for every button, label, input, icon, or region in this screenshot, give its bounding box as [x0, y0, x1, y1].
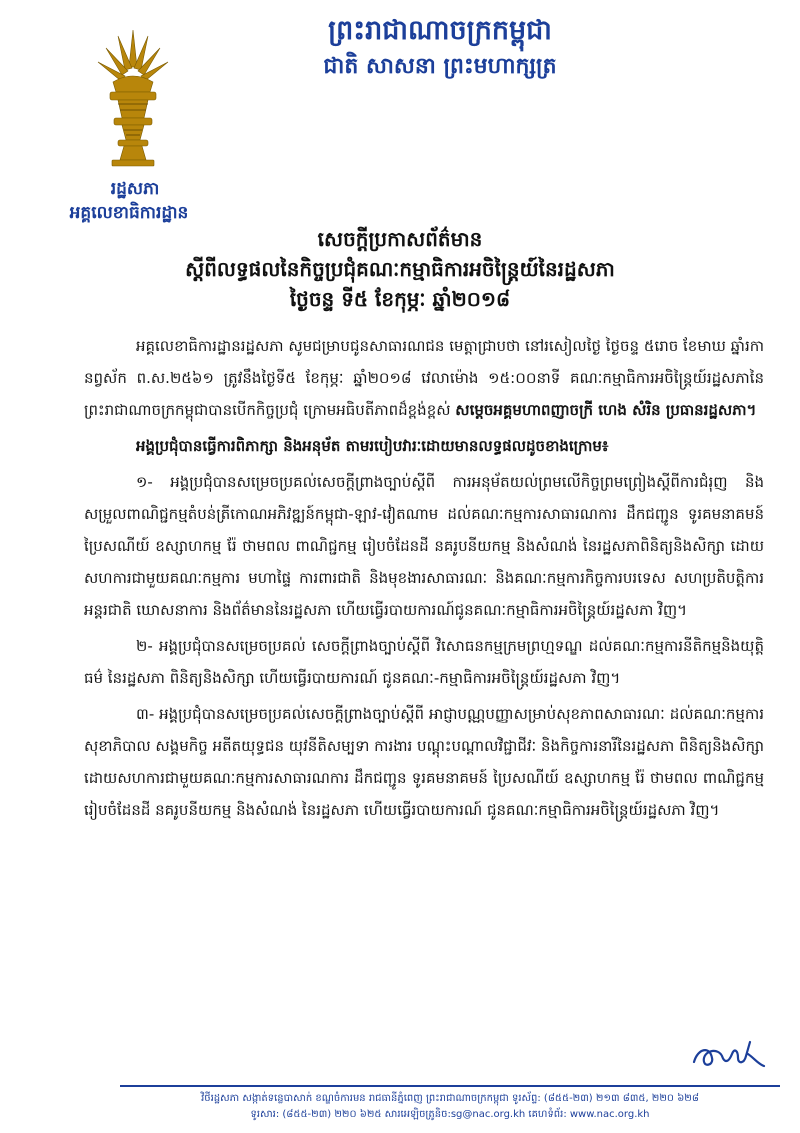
footer-contact: ទូរសារ: (៨៥៥-២៣) ២២០ ៦២៥ សារអេឡិចត្រូនិច:sg@nac.org.kh គេហទំព័រ: www.nac.org.kh	[250, 1109, 650, 1120]
document-body	[84, 330, 764, 830]
agenda-item-1: ១- អង្គប្រជុំបានសម្រេចប្រគល់សេចក្តីព្រាងច្បាប់ស្តីពី ការអនុម័តយល់ព្រមលើកិច្ចព្រមព្រៀងស្តីពីការជំរុញ និងសម្រួលពាណិជ្ជកម្មតំបន់ត្រីកោណអភិវឌ្ឍន៍កម្ពុជា-ឡាវ-វៀតណាម ដល់គណៈកម្មការសាធារណការ ដឹកជញ្ជូន ទូរគមនាគមន៍ ប្រៃសណីយ៍ ឧស្សាហកម្ម រ៉ែ ថាមពល ពាណិជ្ជកម្ម រៀបចំដែនដី នគរូបនីយកម្ម និងសំណង់ នៃរដ្ឋសភាពិនិត្យនិងសិក្សា ដោយសហការជាមួយគណៈកម្មការ មហាផ្ទៃ ការពារជាតិ និងមុខងារសាធារណៈ និងគណៈកម្មការកិច្ចការបរទេស សហប្រតិបត្តិការ អន្តរជាតិ ឃោសនាការ និងព័ត៌មាននៃរដ្ឋសភា ហើយធ្វើរបាយការណ៍ជូនគណៈកម្មាធិការអចិន្ត្រៃយ៍រដ្ឋសភា វិញ។	[84, 473, 764, 619]
national-assembly-emblem-icon	[88, 22, 178, 172]
national-motto: ជាតិ សាសនា ព្រះមហាក្សត្រ	[323, 54, 557, 79]
document-subtitle: ស្តីពីលទ្ធផលនៃកិច្ចប្រជុំគណៈកម្មាធិការអចិន្ត្រៃយ៍នៃរដ្ឋសភា	[185, 257, 615, 281]
kingdom-heading: ព្រះរាជាណាចក្រកម្ពុជា	[328, 15, 552, 46]
intro-text: អគ្គលេខាធិការដ្ឋានរដ្ឋសភា សូមជម្រាបជូនសាធារណជន មេត្តាជ្រាបថា នៅរសៀលថ្ងៃ ថ្ងៃចន្ទ ៥រោច ខែមាឃ ឆ្នាំរកា នព្វស័ក ព.ស.២៥៦១ ត្រូវនឹងថ្ងៃទី៥ ខែកុម្ភៈ ឆ្នាំ២០១៨ វេលាម៉ោង ១៥:០០នាទី គណៈកម្មាធិការអចិន្ត្រៃយ៍រដ្ឋសភានៃព្រះរាជាណាចក្រកម្ពុជាបានបើកកិច្ចប្រជុំ ក្រោមអធិបតីភាពដ៏ខ្ពង់ខ្ពស់	[84, 337, 764, 419]
footer-address: វិថីរដ្ឋសភា សង្កាត់ទន្លេបាសាក់ ខណ្ឌចំការមន រាជធានីភ្នំពេញ ព្រះរាជាណាចក្រកម្ពុជា ទូរស័ព្ទ: (៨៥៥-២៣) ២១៣ ៨៣៥, ២២០ ៦២៨	[201, 1093, 699, 1104]
agenda-item-3: ៣- អង្គប្រជុំបានសម្រេចប្រគល់សេចក្តីព្រាងច្បាប់ស្តីពី អាជ្ញាបណ្ណបញ្ញាសម្រាប់សុខភាពសាធារណៈ ដល់គណៈកម្មការសុខាភិបាល សង្គមកិច្ច អតីតយុទ្ធជន យុវនីតិសម្បទា ការងារ បណ្តុះបណ្តាលវិជ្ជាជីវៈ និងកិច្ចការនារីនៃរដ្ឋសភា ពិនិត្យនិងសិក្សា ដោយសហការជាមួយគណៈកម្មការសាធារណការ ដឹកជញ្ជូន ទូរគមនាគមន៍ ប្រៃសណីយ៍ ឧស្សាហកម្ម រ៉ែ ថាមពល ពាណិជ្ជកម្ម រៀបចំដែនដី នគរូបនីយកម្ម និងសំណង់ នៃរដ្ឋសភា ហើយធ្វើរបាយការណ៍ ជូនគណៈកម្មាធិការអចិន្ត្រៃយ៍រដ្ឋសភា វិញ។	[84, 705, 764, 819]
footer-divider	[120, 1085, 780, 1087]
document-date: ថ្ងៃចន្ទ ទី៥ ខែកុម្ភៈ ឆ្នាំ២០១៨	[289, 287, 511, 311]
organization-department: អគ្គលេខាធិការដ្ឋាន	[69, 203, 189, 223]
intro-bold-text: សម្តេចអគ្គមហាពញាចក្រី ហេង សំរិន ប្រធានរដ្ឋសភា។	[455, 401, 757, 419]
organization-name: រដ្ឋសភា	[110, 179, 160, 199]
document-title: សេចក្តីប្រកាសព័ត៌មាន	[317, 227, 483, 251]
handwritten-signature-icon	[688, 1034, 768, 1076]
agenda-item-2: ២- អង្គប្រជុំបានសម្រេចប្រគល់ សេចក្តីព្រាងច្បាប់ស្តីពី វិសោធនកម្មក្រមព្រហ្មទណ្ឌ ដល់គណៈកម្មការនីតិកម្មនិងយុត្តិធម៌ នៃរដ្ឋសភា ពិនិត្យនិងសិក្សា ហើយធ្វើរបាយការណ៍ ជូនគណៈ-កម្មាធិការអចិន្ត្រៃយ៍រដ្ឋសភា វិញ។	[84, 637, 764, 687]
summary-paragraph: អង្គប្រជុំបានធ្វើការពិភាក្សា និងអនុម័ត តាមរបៀបវារៈដោយមានលទ្ធផលដូចខាងក្រោម៖	[136, 437, 609, 455]
intro-paragraph	[84, 330, 764, 426]
